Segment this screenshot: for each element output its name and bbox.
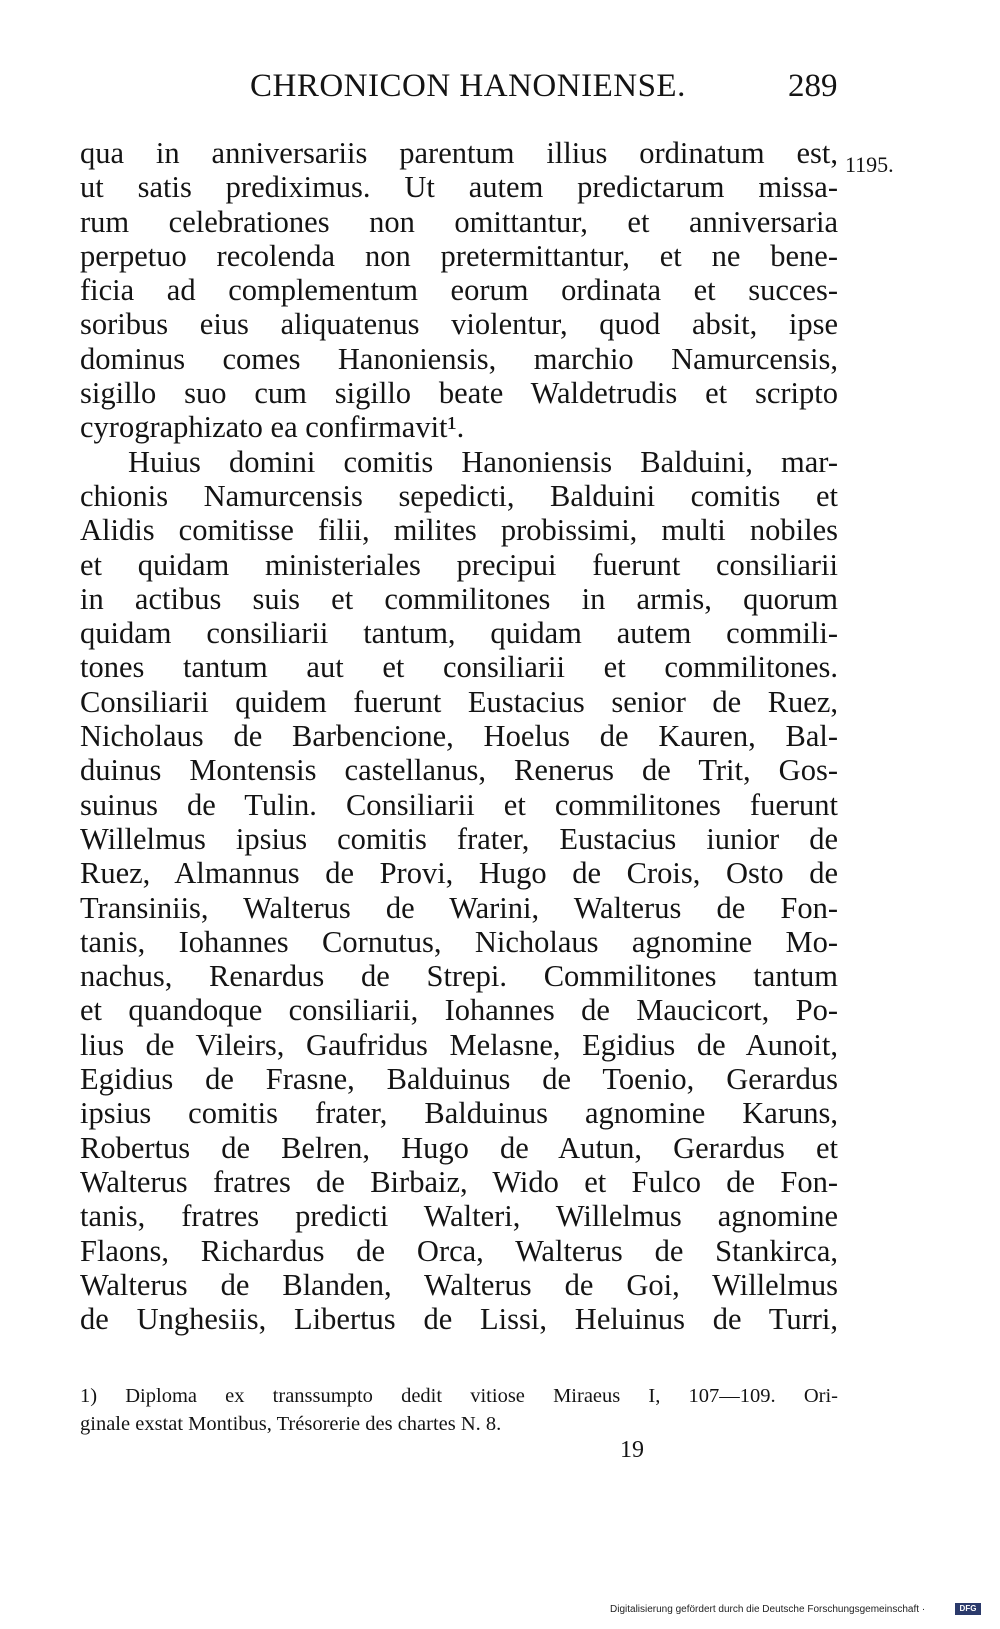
body-line: tones tantum aut et consiliarii et commilitones. [80,650,838,685]
body-line: Alidis comitisse filii, milites probissimi, multi nobiles [80,513,838,548]
page-header [80,68,840,128]
body-line: Huius domini comitis Hanoniensis Balduini, mar- [128,444,838,479]
body-line: rum celebrationes non omittantur, et anniversaria [80,204,838,239]
body-line: lius de Vileirs, Gaufridus Melasne, Egidius de Aunoit, [80,1027,838,1062]
margin-year-note: 1195. [845,152,894,177]
body-line: Robertus de Belren, Hugo de Autun, Gerardus et [80,1130,838,1165]
body-line: cyrographizato ea confirmavit¹. [80,410,465,445]
page-number: 289 [788,68,838,104]
body-line: Egidius de Frasne, Balduinus de Toenio, Gerardus [80,1062,838,1097]
body-line: soribus eius aliquatenus violentur, quod absit, ipse [80,307,838,342]
body-line: Willelmus ipsius comitis frater, Eustacius iunior de [80,821,838,856]
running-title: CHRONICON HANONIENSE. [250,68,686,104]
body-line: Nicholaus de Barbencione, Hoelus de Kauren, Bal- [80,719,838,754]
body-line: Transiniis, Walterus de Warini, Walterus de Fon- [80,890,838,925]
body-line: Walterus fratres de Birbaiz, Wido et Fulco de Fon- [80,1164,838,1199]
body-line: nachus, Renardus de Strepi. Commilitones tantum [80,959,838,994]
footnote-line-1: 1) Diploma ex transsumpto dedit vitiose Miraeus I, 107—109. Ori- [80,1385,838,1407]
body-line: duinus Montensis castellanus, Renerus de Trit, Gos- [80,753,838,788]
body-line: dominus comes Hanoniensis, marchio Namurcensis, [80,341,838,376]
body-line: de Unghesiis, Libertus de Lissi, Heluinus de Turri, [80,1302,838,1337]
body-line: chionis Namurcensis sepedicti, Balduini comitis et [80,478,838,513]
body-line: ut satis prediximus. Ut autem predictarum missa- [80,170,838,205]
body-line: Consiliarii quidem fuerunt Eustacius senior de Ruez, [80,684,838,719]
body-line: suinus de Tulin. Consiliarii et commilitones fuerunt [80,787,838,822]
body-line: qua in anniversariis parentum illius ordinatum est, [80,136,838,170]
body-text [80,136,838,1336]
footnote [80,1382,838,1438]
body-line: Flaons, Richardus de Orca, Walterus de Stankirca, [80,1233,838,1268]
body-line: in actibus suis et commilitones in armis, quorum [80,581,838,616]
body-line: tanis, fratres predicti Walteri, Willelmus agnomine [80,1199,838,1234]
body-line: tanis, Iohannes Cornutus, Nicholaus agnomine Mo- [80,924,838,959]
body-line: ipsius comitis frater, Balduinus agnomine Karuns, [80,1096,838,1131]
signature-mark: 19 [620,1437,644,1463]
body-line: ficia ad complementum eorum ordinata et succes- [80,273,838,308]
body-line: Walterus de Blanden, Walterus de Goi, Willelmus [80,1267,838,1302]
body-line: sigillo suo cum sigillo beate Waldetrudis et scripto [80,376,838,411]
body-line: et quandoque consiliarii, Iohannes de Maucicort, Po- [80,993,838,1028]
digitization-note: Digitalisierung gefördert durch die Deutsche Forschungsgemeinschaft · [610,1604,926,1615]
footnote-line-2: ginale exstat Montibus, Trésorerie des chartes N. 8. [80,1413,502,1435]
dfg-logo-icon: DFG [955,1603,981,1615]
body-line: Ruez, Almannus de Provi, Hugo de Crois, Osto de [80,856,838,891]
body-line: perpetuo recolenda non pretermittantur, et ne bene- [80,238,838,273]
body-line: et quidam ministeriales precipui fuerunt consiliarii [80,547,838,582]
body-line: quidam consiliarii tantum, quidam autem commili- [80,616,838,651]
